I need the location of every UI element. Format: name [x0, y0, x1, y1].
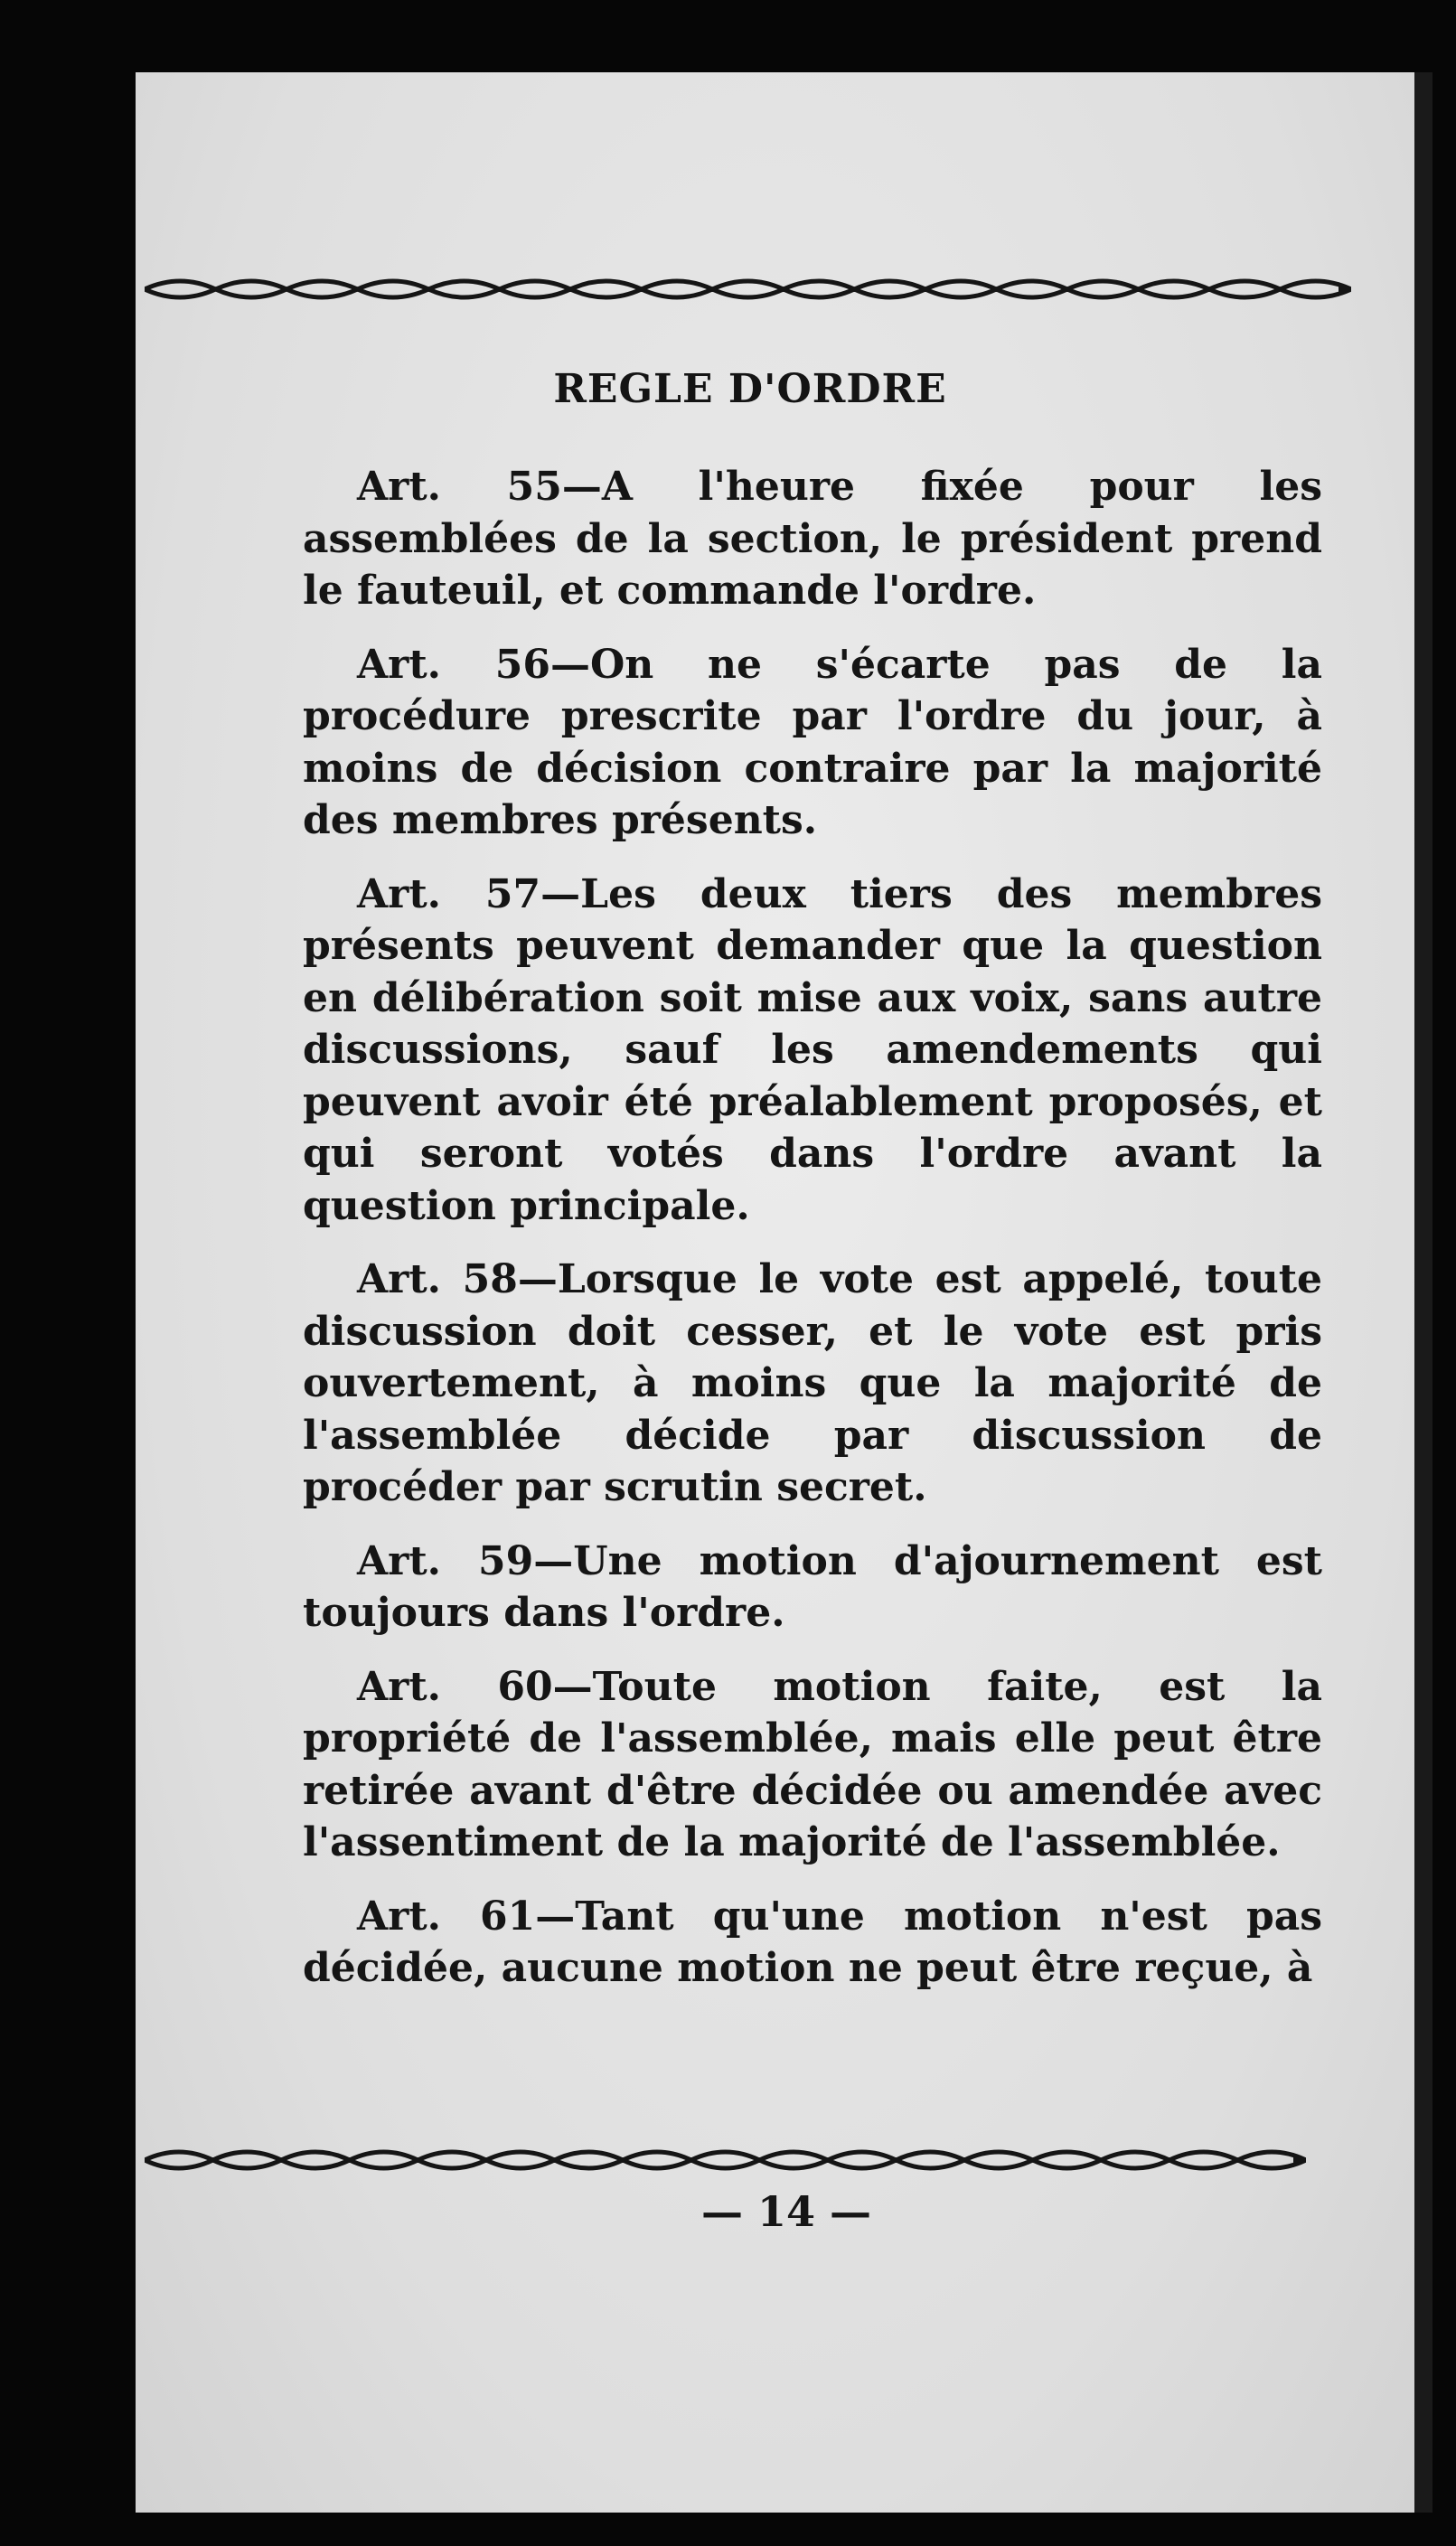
page-number: — 14 — — [700, 2187, 872, 2236]
article-60 — [303, 1661, 1322, 1869]
article-55 — [303, 461, 1322, 617]
article-56 — [303, 639, 1322, 847]
article-text: —Une motion d'ajournement est toujours dans l'ordre. — [303, 1537, 1322, 1636]
article-text: —Les deux tiers des membres présents peuvent demander que la question en délibération soit mise aux voix, sans autre discussions, sauf les amendements qui peuvent avoir été préalablement proposés, et qui seront votés dans l'ordre avant la question principale. — [303, 870, 1323, 1229]
top-ornament-icon — [145, 271, 1351, 307]
section-title: REGLE D'ORDRE — [553, 366, 947, 412]
article-label: Art. 61 — [357, 1893, 536, 1940]
article-text: —Tant qu'une motion n'est pas décidée, aucune motion ne peut être reçue, à — [303, 1893, 1322, 1991]
article-57 — [303, 869, 1322, 1233]
bottom-ornament-icon — [145, 2142, 1306, 2178]
article-58 — [303, 1254, 1322, 1514]
article-label: Art. 59 — [357, 1537, 534, 1584]
article-text: —On ne s'écarte pas de la procédure prescrite par l'ordre du jour, à moins de décision contraire par la majorité des membres présents. — [303, 641, 1322, 843]
article-59 — [303, 1536, 1322, 1639]
article-61 — [303, 1891, 1322, 1995]
article-label: Art. 55 — [357, 464, 562, 510]
article-label: Art. 60 — [357, 1663, 553, 1710]
article-label: Art. 58 — [357, 1256, 518, 1302]
articles-body — [303, 461, 1322, 2016]
article-text: —Lorsque le vote est appelé, toute discussion doit cesser, et le vote est pris ouvertement, à moins que la majorité de l'assemblée décide par discussion de procéder par scrutin secret. — [303, 1256, 1323, 1510]
page-edge — [1414, 72, 1433, 2513]
article-text: —A l'heure fixée pour les assemblées de la section, le président prend le fauteuil, et commande l'ordre. — [303, 464, 1322, 614]
article-label: Art. 56 — [357, 641, 550, 688]
article-text: —Toute motion faite, est la propriété de l'assemblée, mais elle peut être retirée avant d'être décidée ou amendée avec l'assentiment de la majorité de l'assemblée. — [303, 1663, 1322, 1865]
article-label: Art. 57 — [357, 870, 541, 917]
